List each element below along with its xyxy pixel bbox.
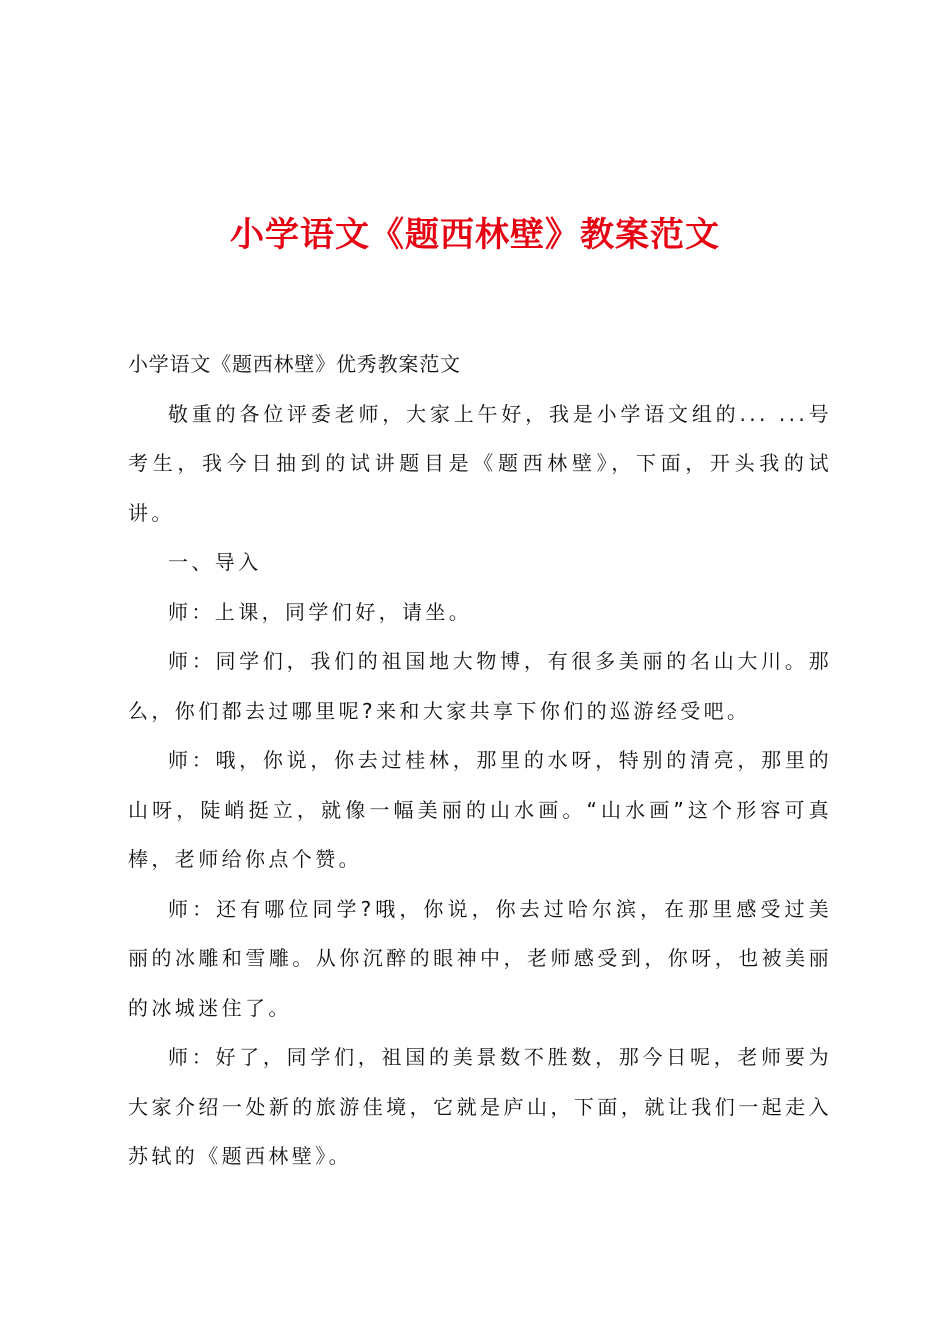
paragraph-teacher-5: 师：好了，同学们，祖国的美景数不胜数，那今日呢，老师要为大家介绍一处新的旅游佳境，它就是庐山，下面，就让我们一起走入苏轼的《题西林壁》。 (128, 1045, 832, 1168)
paragraph-teacher-3: 师：哦，你说，你去过桂林，那里的水呀，特别的清亮，那里的山呀，陡峭挺立，就像一幅美丽的山水画。“山水画”这个形容可真棒，老师给你点个赞。 (128, 748, 832, 871)
paragraph-subtitle: 小学语文《题西林壁》优秀教案范文 (128, 352, 461, 376)
paragraph-teacher-4: 师：还有哪位同学?哦，你说，你去过哈尔滨，在那里感受过美丽的冰雕和雪雕。从你沉醉的眼神中，老师感受到，你呀，也被美丽的冰城迷住了。 (128, 896, 832, 1020)
paragraph-teacher-2: 师：同学们，我们的祖国地大物博，有很多美丽的名山大川。那么，你们都去过哪里呢?来和大家共享下你们的巡游经受吧。 (128, 649, 832, 723)
paragraph-greeting: 敬重的各位评委老师，大家上午好，我是小学语文组的... ...号考生，我今日抽到的试讲题目是《题西林壁》，下面，开头我的试讲。 (128, 401, 832, 525)
document-title: 小学语文《题西林壁》教案范文 (230, 215, 720, 255)
section-heading-intro: 一、导入 (168, 550, 262, 574)
paragraph-teacher-1: 师：上课，同学们好，请坐。 (168, 599, 473, 624)
document-body (128, 340, 832, 1182)
